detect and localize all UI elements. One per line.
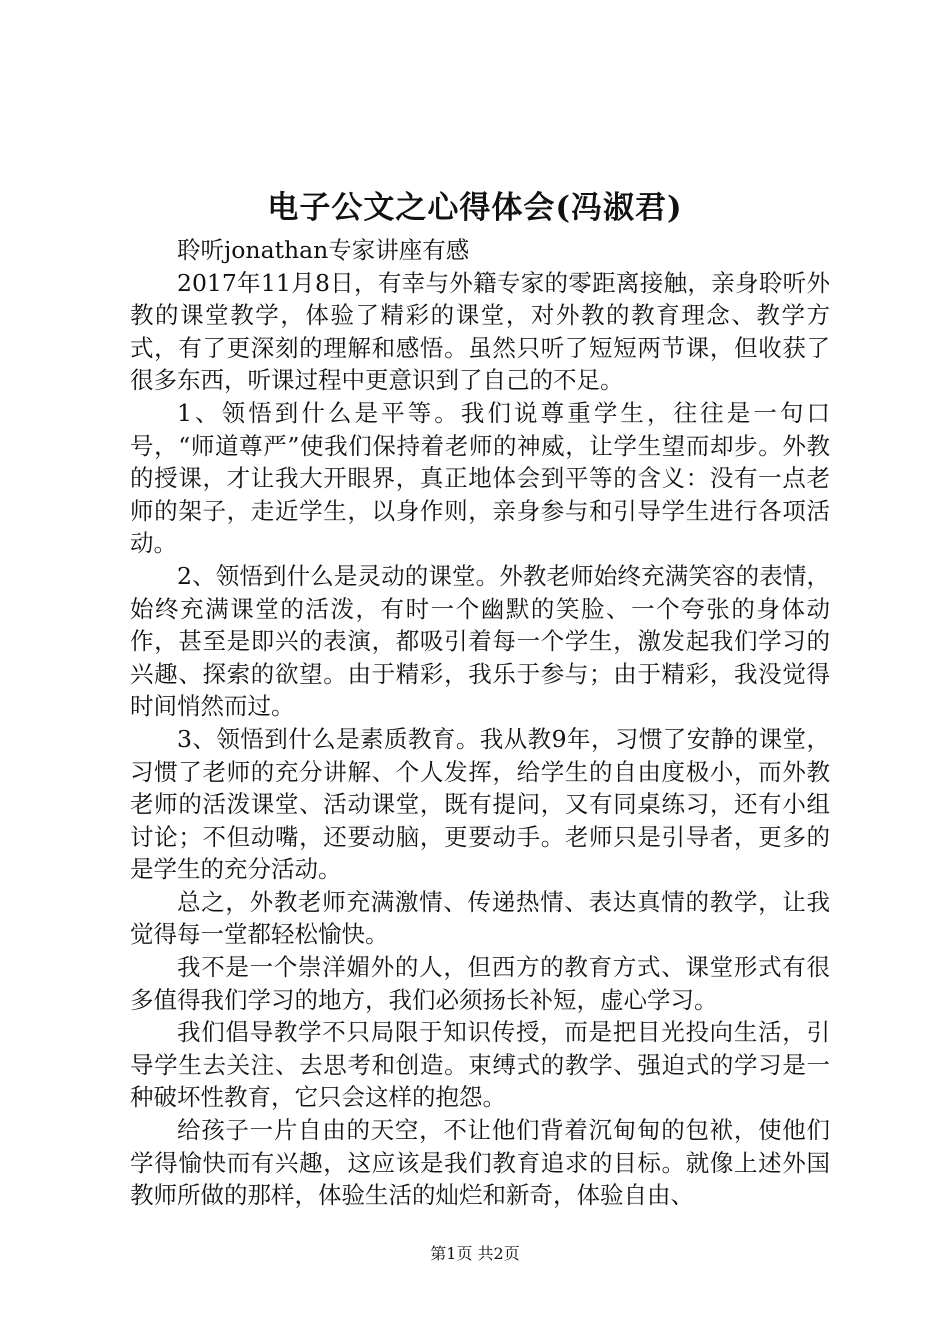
paragraph-advocacy: 我们倡导教学不只局限于知识传授，而是把目光投向生活，引导学生去关注、去思考和创造。束缚式的教学、强迫式的学习是一种破坏性教育，它只会这样的抱怨。 — [130, 1018, 830, 1112]
document-body — [130, 234, 830, 1212]
page-footer: 第1页 共2页 — [430, 1244, 520, 1263]
paragraph-point-3: 3、领悟到什么是素质教育。我从教9年，习惯了安静的课堂，习惯了老师的充分讲解、个人发挥，给学生的自由度极小，而外教老师的活泼课堂、活动课堂，既有提问，又有同桌练习，还有小组讨论；不但动嘴，还要动脑，更要动手。老师只是引导者，更多的是学生的充分活动。 — [130, 724, 830, 884]
paragraph-summary: 总之，外教老师充满激情、传递热情、表达真情的教学，让我觉得每一堂都轻松愉快。 — [130, 887, 830, 949]
document-title: 电子公文之心得体会(冯淑君) — [267, 190, 683, 226]
paragraph-intro: 2017年11月8日，有幸与外籍专家的零距离接触，亲身聆听外教的课堂教学，体验了精彩的课堂，对外教的教育理念、教学方式，有了更深刻的理解和感悟。虽然只听了短短两节课，但收获了很多东西，听课过程中更意识到了自己的不足。 — [130, 268, 830, 395]
paragraph-subtitle: 聆听jonathan专家讲座有感 — [177, 236, 470, 264]
paragraph-point-2: 2、领悟到什么是灵动的课堂。外教老师始终充满笑容的表情，始终充满课堂的活泼，有时一个幽默的笑脸、一个夸张的身体动作，甚至是即兴的表演，都吸引着每一个学生，激发起我们学习的兴趣、探索的欲望。由于精彩，我乐于参与；由于精彩，我没觉得时间悄然而过。 — [130, 561, 830, 721]
paragraph-reflection: 我不是一个崇洋媚外的人，但西方的教育方式、课堂形式有很多值得我们学习的地方，我们必须扬长补短，虚心学习。 — [130, 953, 830, 1014]
paragraph-point-1: 1、领悟到什么是平等。我们说尊重学生，往往是一句口号，“师道尊严”使我们保持着老师的神威，让学生望而却步。外教的授课，才让我大开眼界，真正地体会到平等的含义：没有一点老师的架子，走近学生，以身作则，亲身参与和引导学生进行各项活动。 — [130, 398, 830, 558]
paragraph-closing: 给孩子一片自由的天空，不让他们背着沉甸甸的包袱，使他们学得愉快而有兴趣，这应该是我们教育追求的目标。就像上述外国教师所做的那样，体验生活的灿烂和新奇，体验自由、 — [130, 1116, 830, 1210]
